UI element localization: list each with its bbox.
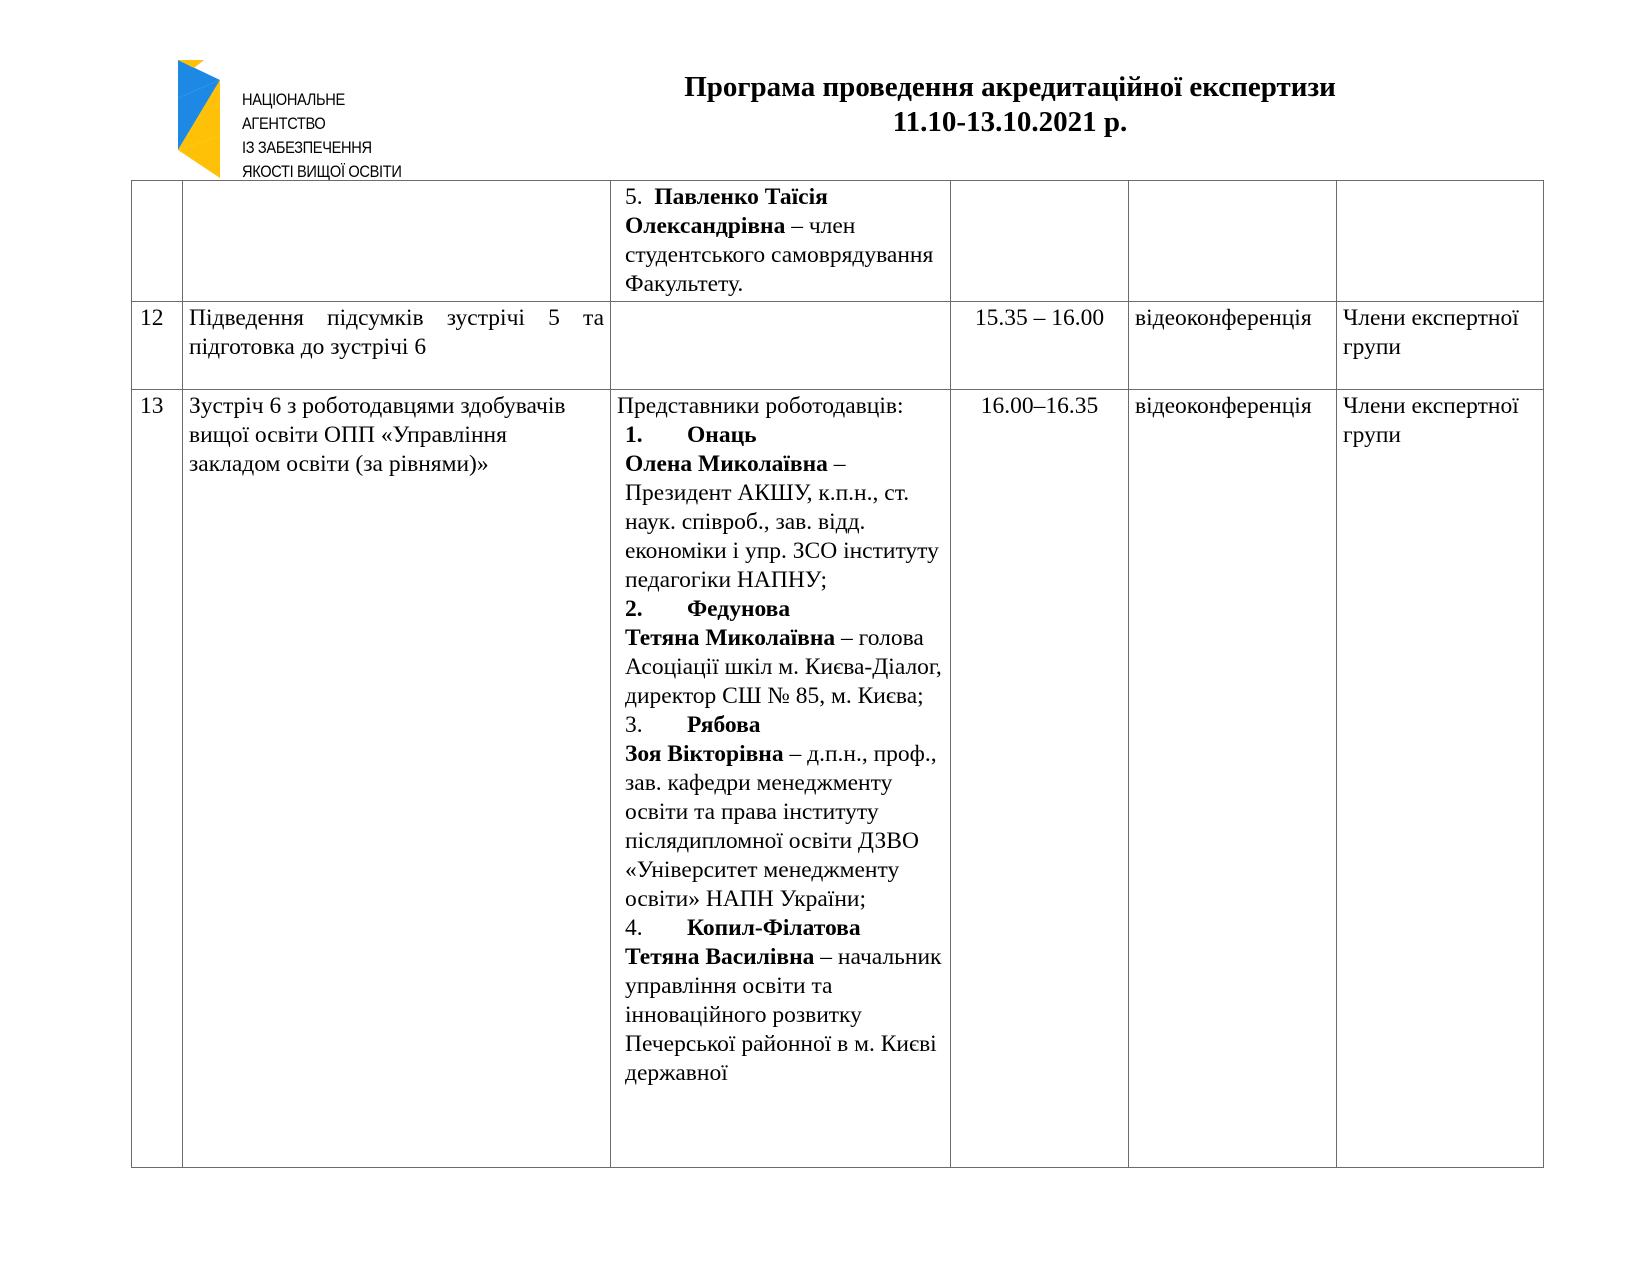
table-row-13 bbox=[132, 390, 1544, 1168]
cell-topic: Підведення підсумків зустрічі 5 та підготовка до зустрічі 6 bbox=[183, 302, 611, 390]
participant-surname: Копил-Філатова bbox=[687, 915, 861, 941]
cell-responsible: Члени експертної групи bbox=[1337, 302, 1544, 390]
cell-participants bbox=[611, 181, 951, 302]
table-row-continuation bbox=[132, 181, 1544, 302]
participants-list bbox=[617, 421, 944, 1088]
agency-name-line: АГЕНТСТВО bbox=[242, 114, 326, 133]
participant-surname: Онаць bbox=[687, 422, 757, 448]
participant-name: Тетяна Миколаївна bbox=[625, 625, 836, 651]
participant-desc: – д.п.н., проф., зав. кафедри менеджменту освіти та права інституту післядипломної освіти ДЗВО «Університет менеджменту освіти» НАПН України; bbox=[625, 741, 937, 912]
agency-logo bbox=[176, 58, 416, 182]
cell-time: 16.00–16.35 bbox=[951, 390, 1129, 1168]
participant-name: Зоя Вікторівна bbox=[625, 741, 784, 767]
agency-emblem-icon bbox=[176, 58, 236, 182]
list-item bbox=[625, 711, 944, 914]
cell-topic bbox=[183, 181, 611, 302]
participant-surname: Рябова bbox=[687, 712, 761, 738]
participant-surname: Федунова bbox=[687, 596, 791, 622]
participant-desc: – Президент АКШУ, к.п.н., ст. наук. співроб., зав. відд. економіки і упр. ЗСО інституту педагогіки НАПНУ; bbox=[625, 451, 939, 593]
cell-responsible: Члени експертної групи bbox=[1337, 390, 1544, 1168]
cell-num bbox=[132, 181, 183, 302]
participant-head bbox=[625, 595, 944, 624]
participant-name: Тетяна Василівна bbox=[625, 944, 815, 970]
list-item bbox=[625, 595, 944, 711]
cell-format: відеоконференція bbox=[1129, 390, 1337, 1168]
cell-participants bbox=[611, 302, 951, 390]
participant-num: 3. bbox=[625, 712, 643, 738]
title-line-2: 11.10-13.10.2021 р. bbox=[892, 106, 1128, 138]
participant-head bbox=[625, 711, 944, 740]
cell-num: 12 bbox=[132, 302, 183, 390]
agency-name-line: ІЗ ЗАБЕЗПЕЧЕННЯ bbox=[242, 138, 372, 157]
cell-participants bbox=[611, 390, 951, 1168]
participant-head bbox=[625, 421, 944, 450]
title-line-1: Програма проведення акредитаційної експертизи bbox=[684, 71, 1336, 103]
cell-topic: Зустріч 6 з роботодавцями здобувачів вищої освіти ОПП «Управління закладом освіти (за рівнями)» bbox=[183, 390, 611, 1168]
participant-desc: – член студентського самоврядування Факультету. bbox=[625, 213, 934, 297]
participant-desc: – начальник управління освіти та інноваційного розвитку Печерської районної в м. Києві державної bbox=[625, 944, 942, 1086]
list-item bbox=[625, 421, 944, 595]
participant-num: 4. bbox=[625, 915, 643, 941]
cell-responsible bbox=[1337, 181, 1544, 302]
participants-intro: Представники роботодавців: bbox=[617, 393, 904, 419]
participant-num: 1. bbox=[625, 422, 643, 448]
cell-num: 13 bbox=[132, 390, 183, 1168]
list-item bbox=[625, 914, 944, 1088]
page-title bbox=[560, 70, 1460, 140]
agency-name bbox=[242, 88, 402, 184]
participant-name: Олена Миколаївна bbox=[625, 451, 828, 477]
cell-format: відеоконференція bbox=[1129, 302, 1337, 390]
agency-name-line: НАЦІОНАЛЬНЕ bbox=[242, 90, 345, 109]
program-table bbox=[131, 180, 1544, 1168]
table-row-12 bbox=[132, 302, 1544, 390]
cell-format bbox=[1129, 181, 1337, 302]
participant-name: Павленко Таїсія Олександрівна bbox=[625, 184, 828, 239]
participant-num: 5. bbox=[625, 184, 643, 210]
agency-name-line: ЯКОСТІ ВИЩОЇ ОСВІТИ bbox=[242, 162, 402, 181]
participant-head bbox=[625, 914, 944, 943]
participant-num: 2. bbox=[625, 596, 643, 622]
cell-time bbox=[951, 181, 1129, 302]
cell-time: 15.35 – 16.00 bbox=[951, 302, 1129, 390]
participant-desc: – голова Асоціації шкіл м. Києва-Діалог, директор СШ № 85, м. Києва; bbox=[625, 625, 942, 709]
